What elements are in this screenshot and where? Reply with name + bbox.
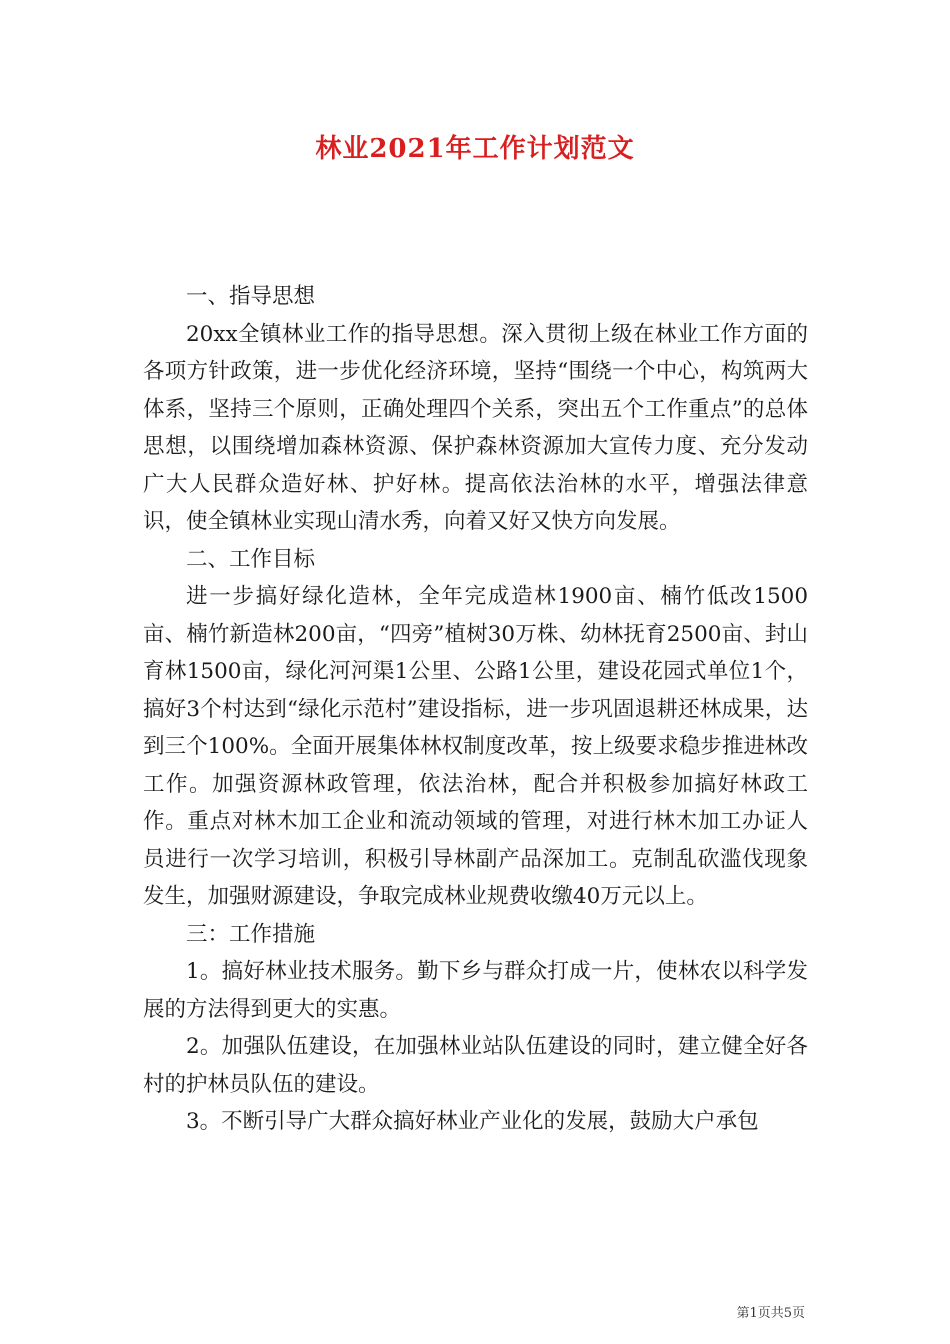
- paragraph-measure-1: 1。搞好林业技术服务。勤下乡与群众打成一片，使林农以科学发展的方法得到更大的实惠。: [143, 959, 808, 1022]
- paragraph-work-goals: 进一步搞好绿化造林，全年完成造林1900亩、楠竹低改1500亩、楠竹新造林200亩，“四旁”植树30万株、幼林抚育2500亩、封山育林1500亩，绿化河河渠1公里、公路1公里，建设花园式单位1个，搞好3个村达到“绿化示范村”建设指标，进一步巩固退耕还林成果，达到三个100%。全面开展集体林权制度改革，按上级要求稳步推进林改工作。加强资源林政管理，依法治林，配合并积极参加搞好林政工作。重点对林木加工企业和流动领域的管理，对进行林木加工办证人员进行一次学习培训，积极引导林副产品深加工。克制乱砍滥伐现象发生，加强财源建设，争取完成林业规费收缴40万元以上。: [143, 584, 808, 909]
- section-heading-guiding-thought: 一、指导思想: [186, 284, 316, 309]
- document-title: 林业2021年工作计划范文: [315, 134, 635, 164]
- page-number: 第1页共5页: [736, 1306, 805, 1321]
- paragraph-measure-3: 3。不断引导广大群众搞好林业产业化的发展，鼓励大户承包: [186, 1109, 759, 1134]
- section-heading-work-measures: 三：工作措施: [186, 921, 316, 947]
- document-body: [143, 278, 808, 1141]
- section-heading-work-goals: 二、工作目标: [186, 546, 316, 572]
- paragraph-measure-2: 2。加强队伍建设，在加强林业站队伍建设的同时，建立健全好各村的护林员队伍的建设。: [143, 1034, 808, 1097]
- paragraph-guiding-thought: 20xx全镇林业工作的指导思想。深入贯彻上级在林业工作方面的各项方针政策，进一步优化经济环境，坚持“围绕一个中心，构筑两大体系，坚持三个原则，正确处理四个关系，突出五个工作重点”的总体思想，以围绕增加森林资源、保护森林资源加大宣传力度、充分发动广大人民群众造好林、护好林。提高依法治林的水平，增强法律意识，使全镇林业实现山清水秀，向着又好又快方向发展。: [143, 321, 808, 534]
